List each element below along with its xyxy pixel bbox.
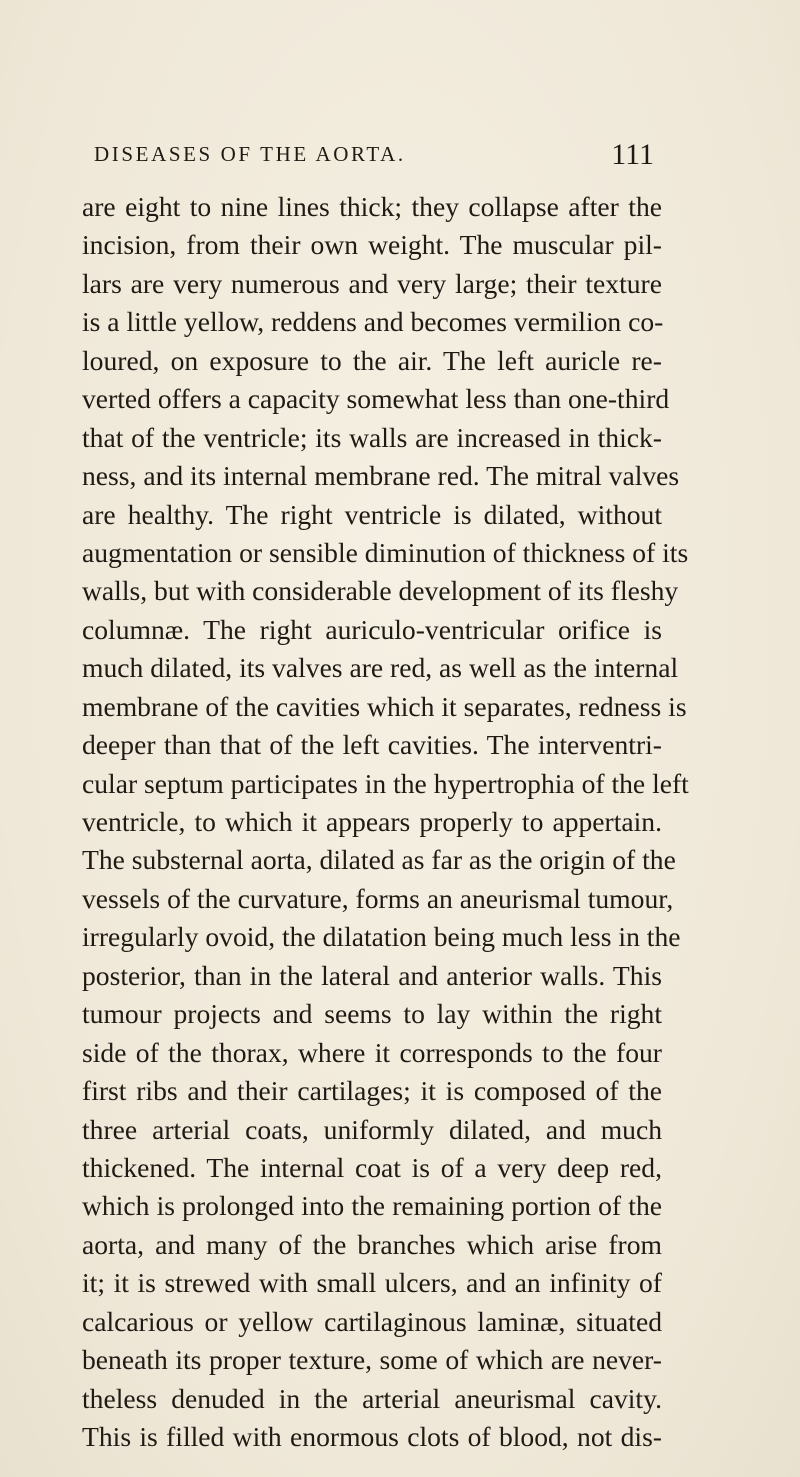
text-line: aorta, and many of the branches which arise from	[82, 1228, 662, 1260]
text-line: The substernal aorta, dilated as far as the origin of the	[82, 844, 676, 876]
text-line: augmentation or sensible diminution of thickness of its	[82, 536, 689, 568]
text-line: theless denuded in the arterial aneurismal cavity.	[82, 1382, 662, 1414]
text-line: tumour projects and seems to lay within the right	[82, 998, 662, 1030]
text-line: beneath its proper texture, some of which are never-	[82, 1344, 662, 1376]
text-line: deeper than that of the left cavities. The interventri-	[82, 729, 662, 761]
text-line: first ribs and their cartilages; it is composed of the	[82, 1075, 662, 1107]
text-line: vessels of the curvature, forms an aneurismal tumour,	[82, 882, 674, 914]
text-line: thickened. The internal coat is of a very deep red,	[82, 1151, 662, 1183]
text-line: calcarious or yellow cartilaginous laminæ, situated	[82, 1305, 662, 1337]
text-line: cular septum participates in the hypertrophia of the left	[82, 767, 689, 799]
body-text	[82, 188, 689, 1456]
text-line: irregularly ovoid, the dilatation being much less in the	[82, 921, 681, 953]
text-line: columnæ. The right auriculo-ventricular orifice is	[82, 613, 662, 645]
text-line: it; it is strewed with small ulcers, and an infinity of	[82, 1267, 662, 1299]
text-line: incision, from their own weight. The muscular pil-	[82, 229, 662, 261]
text-line: ness, and its internal membrane red. The mitral valves	[82, 460, 680, 492]
text-line: posterior, than in the lateral and anterior walls. This	[82, 959, 662, 991]
text-line: lars are very numerous and very large; their texture	[82, 267, 662, 299]
running-head	[94, 138, 654, 178]
text-line: is a little yellow, reddens and becomes vermilion co-	[82, 306, 664, 338]
text-line: membrane of the cavities which it separates, redness is	[82, 690, 687, 722]
text-line: walls, but with considerable development of its fleshy	[82, 575, 679, 607]
text-line: three arterial coats, uniformly dilated, and much	[82, 1113, 662, 1145]
text-line: loured, on exposure to the air. The left auricle re-	[82, 344, 662, 376]
page-number: 111	[611, 138, 654, 171]
text-line: are eight to nine lines thick; they collapse after the	[82, 191, 662, 222]
text-line: This is filled with enormous clots of blood, not dis-	[82, 1421, 662, 1452]
text-line: that of the ventricle; its walls are increased in thick-	[82, 421, 662, 453]
text-line: are healthy. The right ventricle is dilated, without	[82, 498, 662, 530]
text-line: ventricle, to which it appears properly to appertain.	[82, 806, 662, 837]
text-line: much dilated, its valves are red, as well as the internal	[82, 652, 679, 684]
text-line: verted offers a capacity somewhat less than one-third	[82, 383, 670, 415]
text-line: side of the thorax, where it corresponds to the four	[82, 1036, 662, 1068]
running-title: DISEASES OF THE AORTA.	[94, 142, 406, 166]
text-line: which is prolonged into the remaining portion of the	[82, 1190, 662, 1222]
